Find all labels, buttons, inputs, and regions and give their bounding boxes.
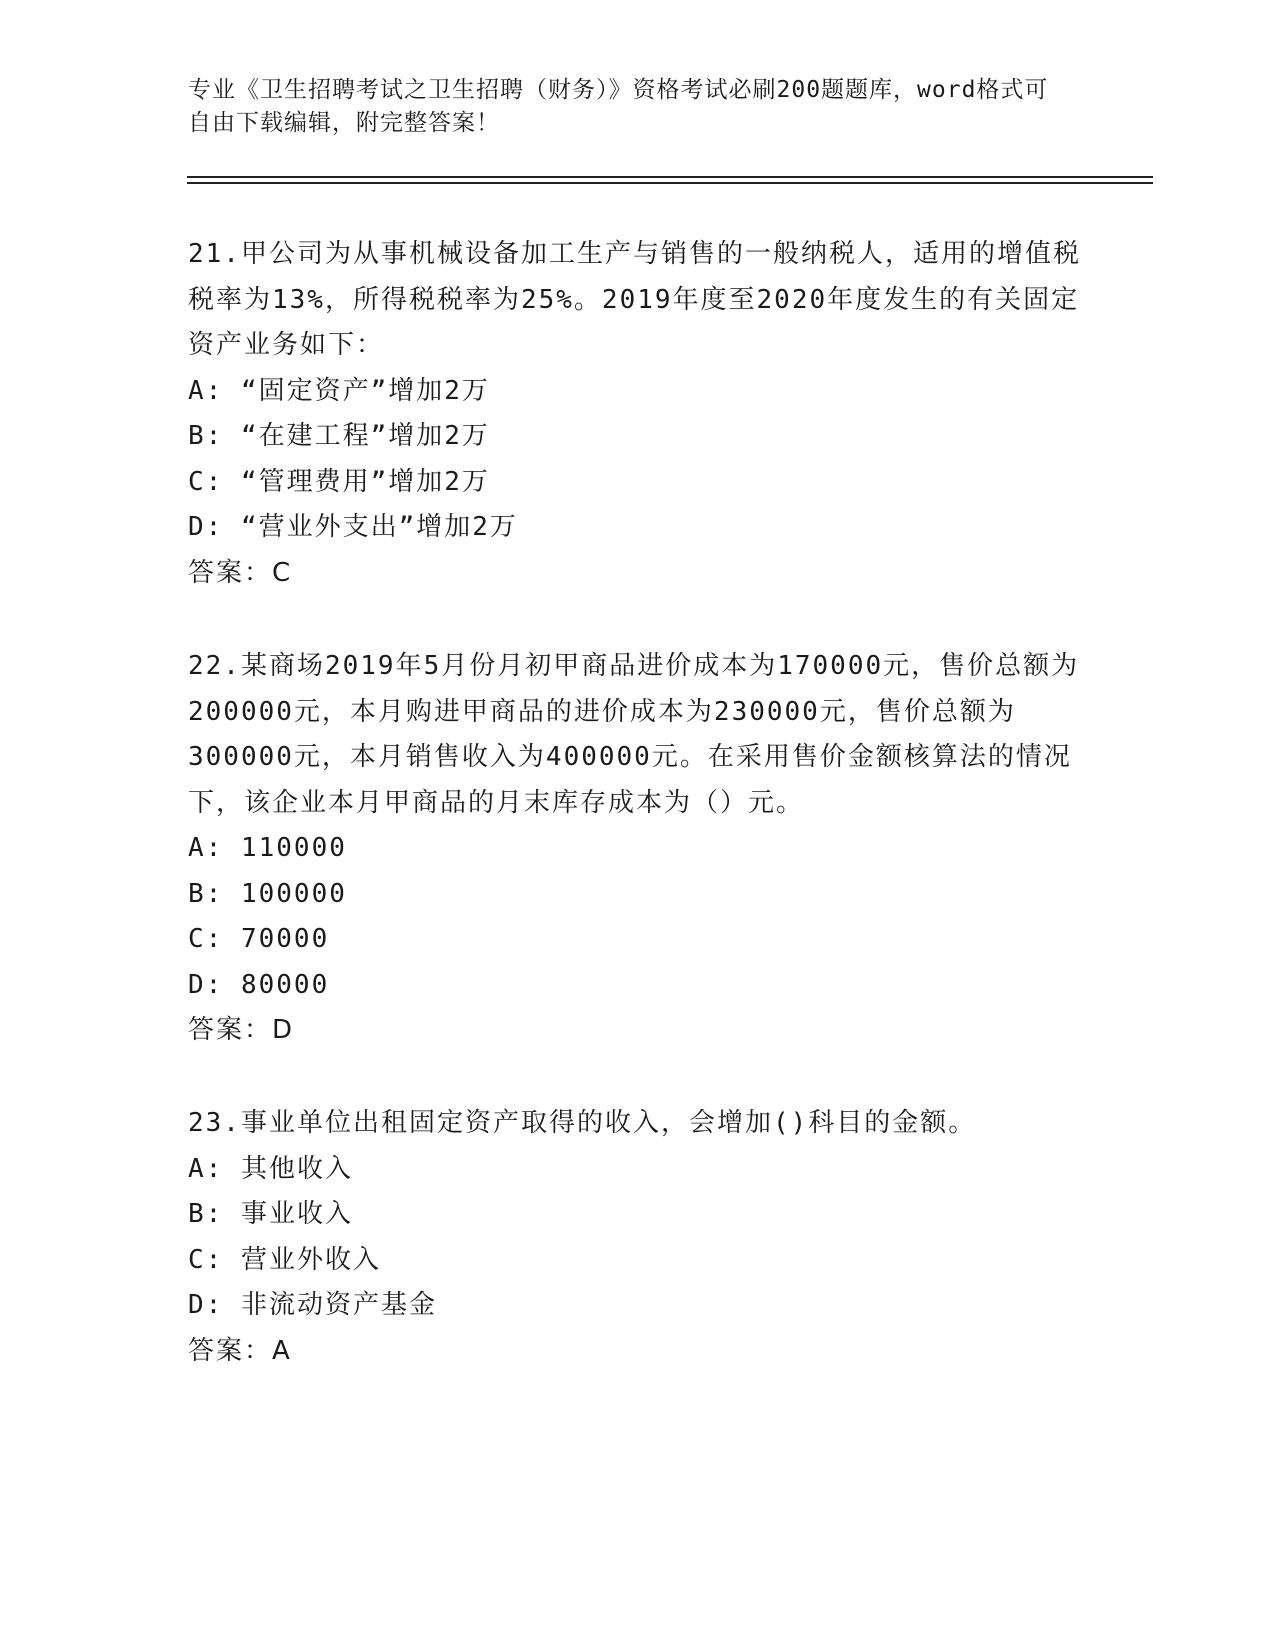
option-c: C: “管理费用”增加2万 bbox=[188, 466, 490, 497]
question-stem: 21.甲公司为从事机械设备加工生产与销售的一般纳税人，适用的增值税税率为13%，所得税税率为25%。2019年度至2020年度发生的有关固定资产业务如下： bbox=[188, 239, 1081, 360]
answer: 答案：C bbox=[188, 557, 293, 588]
option-d: D: 非流动资产基金 bbox=[188, 1290, 437, 1320]
option-b: B: 100000 bbox=[188, 878, 347, 909]
document-header bbox=[188, 74, 1068, 140]
option-a: A: 110000 bbox=[188, 833, 347, 863]
option-a: A: 其他收入 bbox=[188, 1153, 353, 1184]
answer: 答案：A bbox=[188, 1335, 292, 1366]
option-c: C: 70000 bbox=[188, 924, 330, 954]
question-23 bbox=[188, 1101, 1088, 1374]
header-divider-top bbox=[187, 176, 1153, 178]
header-divider-bottom bbox=[187, 182, 1153, 184]
option-b: B: 事业收入 bbox=[188, 1199, 353, 1229]
answer: 答案：D bbox=[188, 1015, 295, 1045]
option-d: D: 80000 bbox=[188, 969, 330, 1000]
option-a: A: “固定资产”增加2万 bbox=[188, 375, 490, 406]
option-d: D: “营业外支出”增加2万 bbox=[188, 512, 518, 542]
question-stem: 23.事业单位出租固定资产取得的收入，会增加()科目的金额。 bbox=[188, 1108, 977, 1138]
option-b: B: “在建工程”增加2万 bbox=[188, 421, 490, 451]
question-22 bbox=[188, 644, 1088, 1054]
question-stem: 22.某商场2019年5月份月初甲商品进价成本为170000元，售价总额为200000元，本月购进甲商品的进价成本为230000元，售价总额为300000元，本月销售收入为400000元。在采用售价金额核算法的情况下，该企业本月甲商品的月末库存成本为（）元。 bbox=[188, 651, 1080, 818]
option-c: C: 营业外收入 bbox=[188, 1244, 381, 1275]
header-intro-text: 专业《卫生招聘考试之卫生招聘（财务）》资格考试必刷200题题库，word格式可自由下载编辑，附完整答案！ bbox=[188, 77, 1049, 136]
question-21 bbox=[188, 232, 1088, 596]
